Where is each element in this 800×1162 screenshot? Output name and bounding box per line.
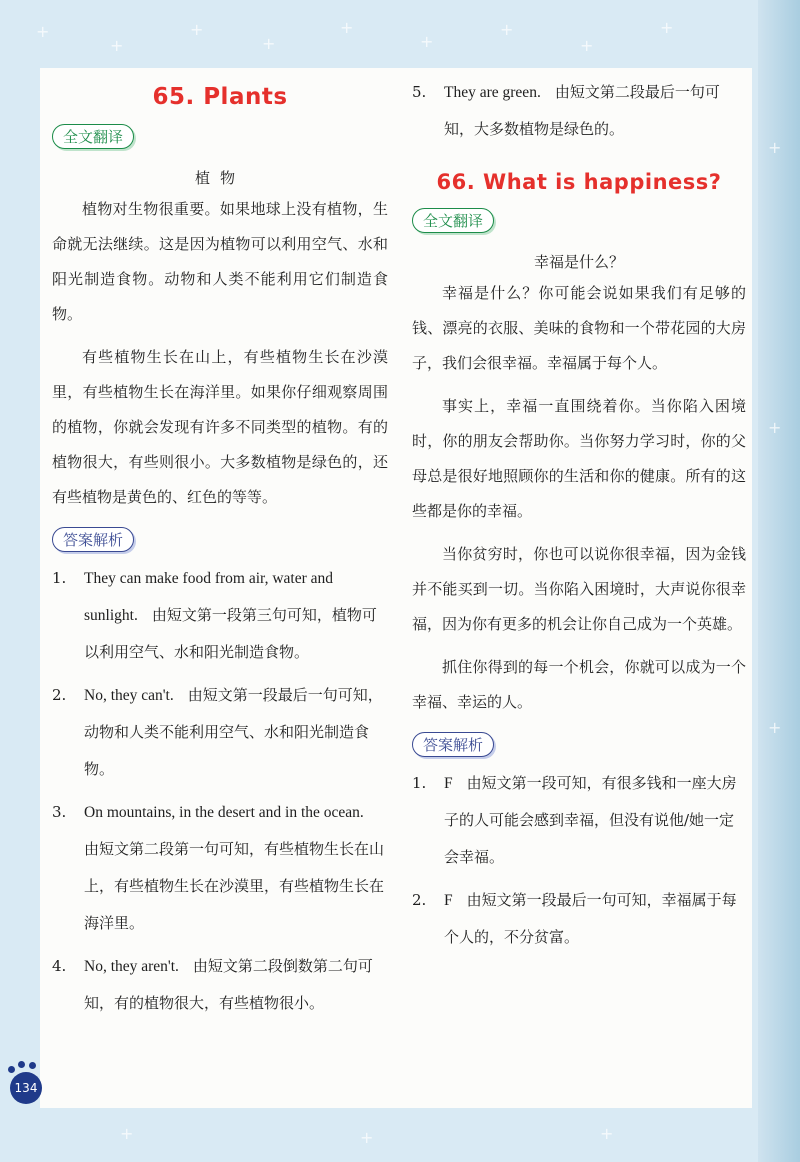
answer-explanation: 由短文第二段最后一句可知，大多数植物是绿色的。: [444, 83, 720, 138]
paw-print-icon: [29, 1062, 36, 1069]
story-title: 幸福是什么？: [533, 253, 624, 271]
answer-text: They can make food from air, water and sunlight.: [84, 570, 333, 624]
decor-plus: +: [262, 34, 276, 53]
decor-plus: +: [580, 36, 594, 55]
answer-item: [52, 677, 388, 788]
translation-tag: 全文翻译: [412, 208, 494, 233]
answer-explanation: 由短文第一段可知，有很多钱和一座大房子的人可能会感到幸福，但没有说他/她一定会幸福。: [444, 774, 737, 866]
decor-plus: +: [768, 138, 782, 157]
book-page: [40, 68, 752, 1108]
decor-plus: +: [120, 1124, 134, 1143]
story-paragraph: 当你贫穷时，你也可以说你很幸福，因为金钱并不能买到一切。当你陷入困境时，大声说你很幸福，因为你有更多的机会让你自己成为一个英雄。: [412, 545, 746, 633]
answer-number: 1.: [412, 774, 427, 792]
section-title-plants: 65. Plants: [152, 84, 288, 110]
page-number: 134: [10, 1072, 42, 1104]
answer-item: [52, 560, 388, 671]
answer-text: No, they can't.: [84, 687, 174, 704]
answer-text: They are green.: [444, 84, 541, 101]
decor-plus: +: [768, 418, 782, 437]
answer-explanation: 由短文第一段第三句可知，植物可以利用空气、水和阳光制造食物。: [84, 606, 377, 661]
answer-list: [412, 765, 746, 956]
story-paragraph: 植物对生物很重要。如果地球上没有植物，生命就无法继续。这是因为植物可以利用空气、水和阳光制造食物。动物和人类不能利用它们制造食物。: [52, 200, 388, 323]
answer-explanation: 由短文第一段最后一句可知，动物和人类不能利用空气、水和阳光制造食物。: [84, 686, 383, 778]
decor-plus: +: [340, 18, 354, 37]
answer-explanation: 由短文第一段最后一句可知，幸福属于每个人的，不分贫富。: [444, 891, 737, 946]
decor-plus: +: [500, 20, 514, 39]
story-paragraph: 事实上，幸福一直围绕着你。当你陷入困境时，你的朋友会帮助你。当你努力学习时，你的父母总是很好地照顾你的生活和你的健康。所有的这些都是你的幸福。: [412, 397, 746, 520]
answer-item: [412, 882, 746, 956]
right-column: [412, 68, 746, 956]
answer-number: 2.: [52, 686, 67, 704]
answer-text: F: [444, 892, 453, 909]
paw-print-icon: [18, 1061, 25, 1068]
decor-plus: +: [36, 22, 50, 41]
decor-plus: +: [660, 18, 674, 37]
answers-tag-row: [52, 527, 388, 552]
answer-item: [412, 74, 746, 148]
decor-plus: +: [360, 1128, 374, 1147]
decor-plus: +: [190, 20, 204, 39]
decor-plus: +: [420, 32, 434, 51]
answer-item: [412, 765, 746, 876]
answers-tag-row: [412, 732, 746, 757]
answer-explanation: 由短文第二段第一句可知，有些植物生长在山上，有些植物生长在沙漠里，有些植物生长在海洋里。: [84, 840, 385, 932]
answer-item: [52, 794, 388, 942]
answer-item: [52, 948, 388, 1022]
page-edge-strip: [758, 0, 800, 1162]
translation-tag: 全文翻译: [52, 124, 134, 149]
answers-tag: 答案解析: [412, 732, 494, 757]
answer-number: 1.: [52, 569, 67, 587]
left-column: [52, 68, 388, 1022]
decor-plus: +: [110, 36, 124, 55]
answer-number: 5.: [412, 83, 427, 101]
story-title: 植物: [194, 169, 245, 187]
answer-number: 4.: [52, 957, 67, 975]
answer-text: No, they aren't.: [84, 958, 179, 975]
section-title-happiness: 66. What is happiness?: [436, 170, 722, 194]
answer-text: On mountains, in the desert and in the ocean.: [84, 804, 364, 821]
answer-list: [52, 560, 388, 1022]
story-paragraph: 有些植物生长在山上，有些植物生长在沙漠里，有些植物生长在海洋里。如果你仔细观察周围的植物，你就会发现有许多不同类型的植物。有的植物很大，有些则很小。大多数植物是绿色的，还有些植物是黄色的、红色的等等。: [52, 348, 388, 506]
decor-plus: +: [768, 718, 782, 737]
answer-number: 2.: [412, 891, 427, 909]
answer-explanation: 由短文第二段倒数第二句可知，有的植物很大，有些植物很小。: [84, 957, 373, 1012]
story-paragraph: 幸福是什么？你可能会说如果我们有足够的钱、漂亮的衣服、美味的食物和一个带花园的大房子，我们会很幸福。幸福属于每个人。: [412, 284, 746, 372]
answers-tag: 答案解析: [52, 527, 134, 552]
answer-number: 3.: [52, 803, 67, 821]
decor-plus: +: [600, 1124, 614, 1143]
translation-tag-row: [412, 208, 746, 233]
answer-text: F: [444, 775, 453, 792]
paw-print-icon: [8, 1066, 15, 1073]
translation-tag-row: [52, 124, 388, 149]
story-paragraph: 抓住你得到的每一个机会，你就可以成为一个幸福、幸运的人。: [412, 658, 746, 711]
